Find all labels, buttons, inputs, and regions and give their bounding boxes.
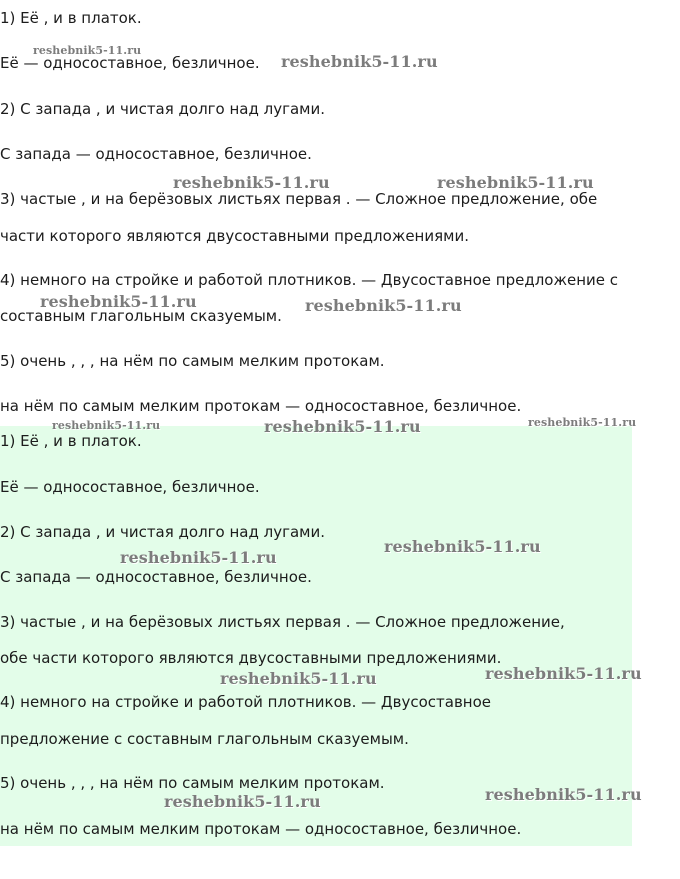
watermark: reshebnik5-11.ru (485, 664, 642, 683)
watermark: reshebnik5-11.ru (52, 419, 161, 432)
sentence-line: 2) С запада , и чистая долго над лугами. (0, 523, 326, 541)
watermark: reshebnik5-11.ru (384, 537, 541, 556)
watermark: reshebnik5-11.ru (173, 173, 330, 192)
sentence-line: 3) частые , и на берёзовых листьях первая . — Сложное предложение, обе (0, 190, 598, 208)
sentence-line: С запада — односоставное, безличное. (0, 568, 312, 586)
sentence-line: 1) Её , и в платок. (0, 9, 142, 27)
sentence-line: 4) немного на стройке и работой плотников. — Двусоставное (0, 693, 492, 711)
watermark: reshebnik5-11.ru (264, 417, 421, 436)
sentence-line: Её — односоставное, безличное. (0, 478, 260, 496)
sentence-line: 5) очень , , , на нём по самым мелким протокам. (0, 352, 385, 370)
sentence-line: 2) С запада , и чистая долго над лугами. (0, 100, 326, 118)
watermark: reshebnik5-11.ru (528, 416, 637, 429)
sentence-line: составным глагольным сказуемым. (0, 307, 282, 325)
watermark: reshebnik5-11.ru (305, 296, 462, 315)
watermark: reshebnik5-11.ru (164, 792, 321, 811)
sentence-line: 4) немного на стройке и работой плотников. — Двусоставное предложение с (0, 271, 619, 289)
sentence-line: Её — односоставное, безличное. (0, 54, 260, 72)
watermark: reshebnik5-11.ru (220, 669, 377, 688)
watermark: reshebnik5-11.ru (120, 548, 277, 567)
sentence-line: 5) очень , , , на нём по самым мелким протокам. (0, 774, 385, 792)
watermark: reshebnik5-11.ru (33, 44, 142, 57)
sentence-line: на нём по самым мелким протокам — односоставное, безличное. (0, 820, 522, 838)
sentence-line: 3) частые , и на берёзовых листьях первая . — Сложное предложение, (0, 613, 565, 631)
watermark: reshebnik5-11.ru (40, 292, 197, 311)
sentence-line: обе части которого являются двусоставными предложениями. (0, 649, 502, 667)
watermark: reshebnik5-11.ru (281, 52, 438, 71)
sentence-line: С запада — односоставное, безличное. (0, 145, 312, 163)
watermark: reshebnik5-11.ru (437, 173, 594, 192)
sentence-line: предложение с составным глагольным сказуемым. (0, 730, 409, 748)
watermark: reshebnik5-11.ru (485, 785, 642, 804)
sentence-line: 1) Её , и в платок. (0, 432, 142, 450)
sentence-line: на нём по самым мелким протокам — односоставное, безличное. (0, 397, 522, 415)
sentence-line: части которого являются двусоставными предложениями. (0, 227, 469, 245)
